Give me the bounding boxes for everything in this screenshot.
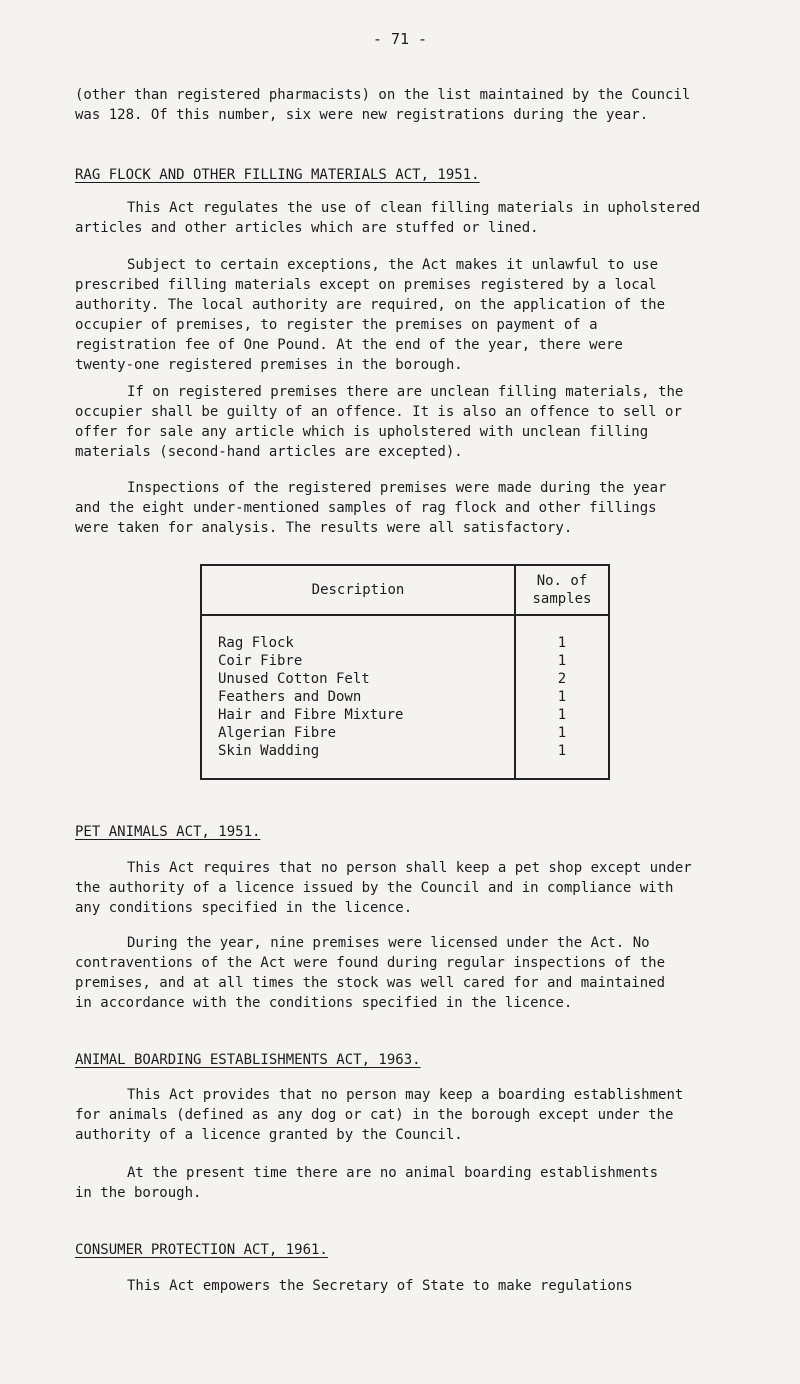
animal-boarding-paragraph-2: At the present time there are no animal boarding establishments in the borough. <box>75 1165 659 1201</box>
table-row <box>201 706 609 724</box>
header-description: Description <box>201 565 515 615</box>
table-row <box>201 724 609 742</box>
row-samples: 1 <box>557 707 567 723</box>
page-number: - 71 - <box>372 30 428 48</box>
intro-paragraph: (other than registered pharmacists) on the list maintained by the Council was 128. Of this number, six were new registrations during the year. <box>75 87 691 123</box>
consumer-protection-heading: CONSUMER PROTECTION ACT, 1961. <box>75 1242 328 1258</box>
row-samples: 1 <box>557 689 567 705</box>
table-row <box>201 742 609 779</box>
rag-flock-heading: RAG FLOCK AND OTHER FILLING MATERIALS ACT, 1951. <box>75 167 480 183</box>
table-row <box>201 688 609 706</box>
row-description: Skin Wadding <box>201 742 515 779</box>
table-header-row <box>201 565 609 615</box>
row-description: Hair and Fibre Mixture <box>201 706 515 724</box>
row-samples: 2 <box>557 671 567 687</box>
row-description: Rag Flock <box>201 615 515 652</box>
rag-flock-paragraph-4: Inspections of the registered premises were made during the year and the eight under-mentioned samples of rag flock and other fillings were taken for analysis. The results were all satisfactory. <box>75 480 667 536</box>
pet-animals-paragraph-1: This Act requires that no person shall keep a pet shop except under the authority of a licence issued by the Council and in compliance with any conditions specified in the licence. <box>75 860 692 916</box>
row-description: Coir Fibre <box>201 652 515 670</box>
table-row <box>201 652 609 670</box>
pet-animals-paragraph-2: During the year, nine premises were licensed under the Act. No contraventions of the Act were found during regular inspections of the premises, and at all times the stock was well cared for and maintained in accordance with the conditions specified in the licence. <box>75 935 666 1011</box>
rag-flock-paragraph-3: If on registered premises there are unclean filling materials, the occupier shall be guilty of an offence. It is also an offence to sell or offer for sale any article which is upholstered with unclean filling materials (second-hand articles are excepted). <box>75 384 684 460</box>
row-description: Unused Cotton Felt <box>201 670 515 688</box>
row-samples: 1 <box>557 725 567 741</box>
row-samples: 1 <box>557 653 567 669</box>
row-description: Feathers and Down <box>201 688 515 706</box>
table-row <box>201 615 609 652</box>
animal-boarding-heading: ANIMAL BOARDING ESTABLISHMENTS ACT, 1963. <box>75 1052 421 1068</box>
row-description: Algerian Fibre <box>201 724 515 742</box>
rag-flock-paragraph-2: Subject to certain exceptions, the Act makes it unlawful to use prescribed filling materials except on premises registered by a local authority. The local authority are required, on the application of the occupier of premises, to register the premises on payment of a registration fee of One Pound. At the end of the year, there were twenty-one registered premises in the borough. <box>75 257 666 373</box>
animal-boarding-paragraph-1: This Act provides that no person may keep a boarding establishment for animals (defined as any dog or cat) in the borough except under the authority of a licence granted by the Council. <box>75 1087 684 1143</box>
pet-animals-heading: PET ANIMALS ACT, 1951. <box>75 824 261 840</box>
row-samples: 1 <box>557 743 567 759</box>
header-samples: No. of samples <box>515 565 609 615</box>
samples-table <box>200 564 610 780</box>
rag-flock-paragraph-1: This Act regulates the use of clean filling materials in upholstered articles and other articles which are stuffed or lined. <box>75 200 701 236</box>
row-samples: 1 <box>557 635 567 651</box>
table-row <box>201 670 609 688</box>
consumer-protection-paragraph-1: This Act empowers the Secretary of State to make regulations <box>127 1278 633 1294</box>
